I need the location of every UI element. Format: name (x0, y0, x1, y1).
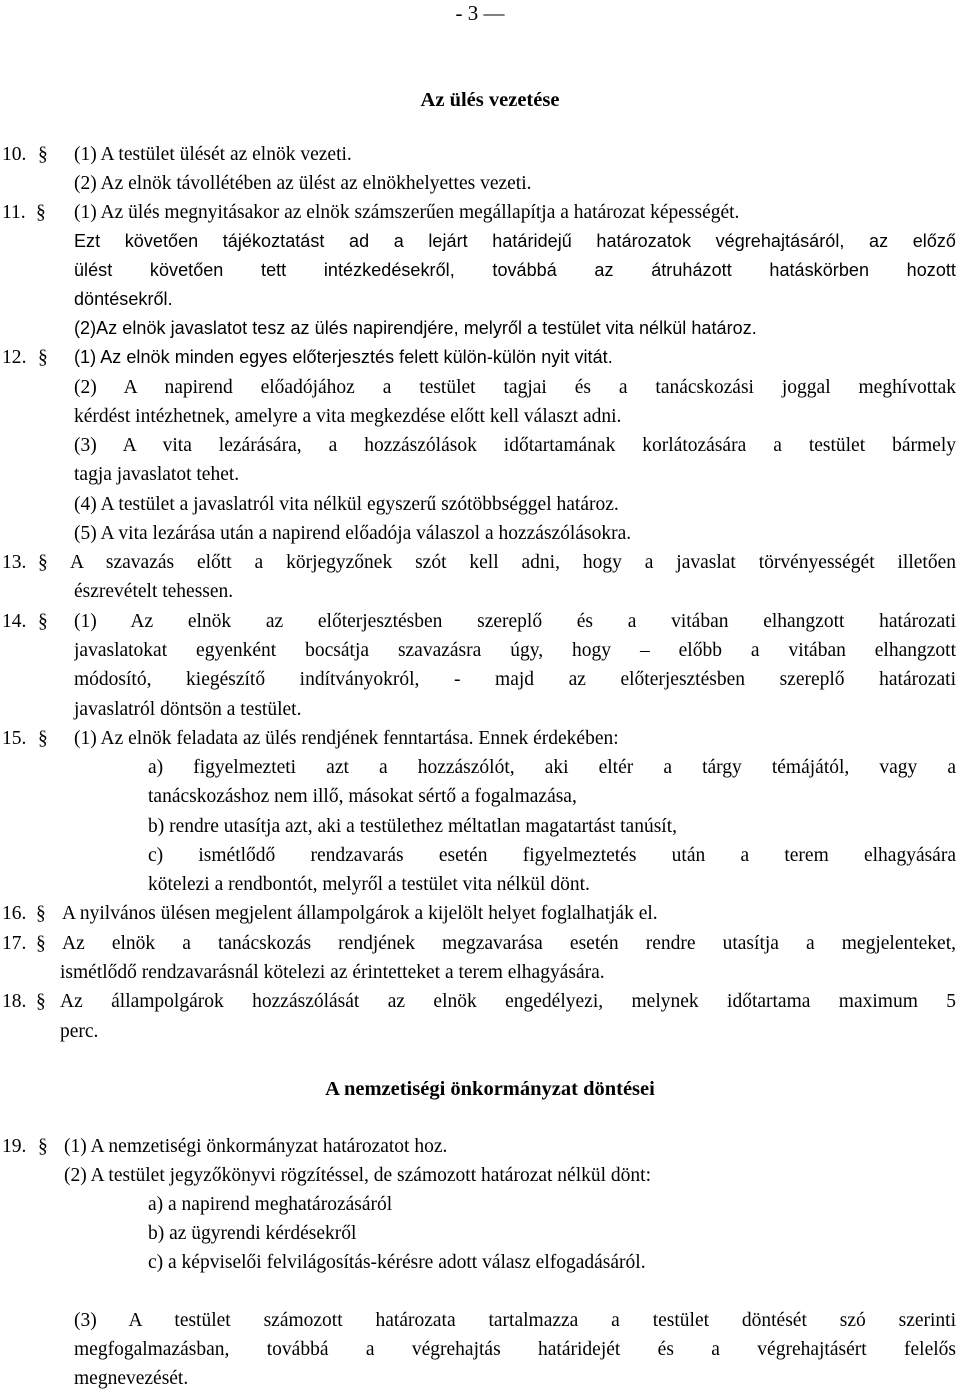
paragraph-number: 12. (2, 347, 27, 368)
paragraph-line (0, 198, 960, 227)
paragraph-text: b) az ügyrendi kérdésekről (148, 1223, 357, 1244)
paragraph-text: (1) Az elnök minden egyes előterjesztés felett külön-külön nyit vitát. (74, 347, 613, 367)
paragraph-text: (2) Az elnök távollétében az ülést az elnökhelyettes vezeti. (74, 173, 532, 194)
paragraph-text: ismétlődő rendzavarásnál kötelezi az érintetteket a terem elhagyására. (60, 962, 605, 983)
paragraph-line (0, 373, 960, 402)
paragraph-text: A nyilvános ülésen megjelent állampolgárok a kijelölt helyet foglalhatják el. (62, 903, 658, 924)
paragraph-line (0, 402, 960, 431)
paragraph-line (0, 812, 960, 841)
section-sign: § (38, 144, 48, 165)
paragraph-text: (5) A vita lezárása után a napirend előadója válaszol a hozzászólásokra. (74, 523, 632, 544)
section-sign: § (38, 552, 48, 573)
paragraph-line (0, 987, 960, 1016)
paragraph-line (0, 431, 960, 460)
paragraph-text: (2) A testület jegyzőkönyvi rögzítéssel, de számozott határozat nélkül dönt: (64, 1165, 652, 1186)
paragraph-number: 17. (2, 933, 27, 954)
paragraph-line (0, 227, 960, 256)
paragraph-line (0, 841, 960, 870)
section-sign: § (38, 347, 48, 368)
paragraph-line (0, 1335, 960, 1364)
paragraph-text: észrevételt tehessen. (74, 581, 234, 602)
paragraph-line (0, 343, 960, 372)
paragraph-text: döntésekről. (74, 289, 173, 309)
paragraph-number: 18. (2, 991, 27, 1012)
paragraph-line (0, 519, 960, 548)
paragraph-text: (4) A testület a javaslatról vita nélkül egyszerű szótöbbséggel határoz. (74, 494, 619, 515)
paragraph-line (0, 607, 960, 636)
paragraph-text: megnevezését. (74, 1368, 189, 1389)
paragraph-text: a) figyelmezteti azt a hozzászólót, aki eltér a tárgy témájától, vagy a (148, 757, 956, 778)
section-sign: § (38, 1136, 48, 1157)
paragraph-line (0, 870, 960, 899)
paragraph-text: Az elnök a tanácskozás rendjének megzavarása esetén rendre utasítja a megjelenteket, (62, 933, 956, 954)
section-heading-decisions: A nemzetiségi önkormányzat döntései (325, 1078, 655, 1100)
paragraph-text: (3) A testület számozott határozata tartalmazza a testület döntését szó szerinti (74, 1310, 956, 1331)
paragraph-text: (2)Az elnök javaslatot tesz az ülés napirendjére, melyről a testület vita nélkül határoz. (74, 318, 757, 338)
paragraph-line (0, 490, 960, 519)
paragraph-line (0, 753, 960, 782)
paragraph-line (0, 1364, 960, 1393)
paragraph-line (0, 314, 960, 343)
paragraph-text: A szavazás előtt a körjegyzőnek szót kell adni, hogy a javaslat törvényességét illetően (70, 552, 956, 573)
paragraph-text: b) rendre utasítja azt, aki a testülethez méltatlan magatartást tanúsít, (148, 816, 677, 837)
section-sign: § (36, 202, 46, 223)
paragraph-text: c) ismétlődő rendzavarás esetén figyelmeztetés után a terem elhagyására (148, 845, 956, 866)
paragraph-text: c) a képviselői felvilágosítás-kérésre adott válasz elfogadásáról. (148, 1252, 646, 1273)
paragraph-line (0, 577, 960, 606)
list-item (0, 1248, 960, 1277)
section-sign: § (36, 933, 46, 954)
paragraph-number: 13. (2, 552, 27, 573)
paragraph-line (0, 665, 960, 694)
paragraph-line (0, 256, 960, 285)
section-heading-meeting-chair: Az ülés vezetése (420, 89, 560, 111)
page-number: - 3 — (455, 1, 505, 25)
paragraph-text: javaslatokat egyenként bocsátja szavazásra úgy, hogy – előbb a vitában elhangzott (74, 640, 956, 661)
paragraph-line (0, 285, 960, 314)
paragraph-text: perc. (60, 1021, 99, 1042)
paragraph-text: kérdést intézhetnek, amelyre a vita megkezdése előtt kell választ adni. (74, 406, 622, 427)
paragraph-number: 11. (2, 202, 26, 223)
paragraph-text: (1) Az elnök feladata az ülés rendjének fenntartása. Ennek érdekében: (74, 728, 619, 749)
paragraph-text: (1) A testület ülését az elnök vezeti. (74, 144, 352, 165)
paragraph-line (0, 140, 960, 169)
paragraph-line (0, 1306, 960, 1335)
paragraph-text: Ezt követően tájékoztatást ad a lejárt határidejű határozatok végrehajtásáról, az előző (74, 231, 956, 251)
section-sign: § (38, 611, 48, 632)
section-sign: § (38, 728, 48, 749)
paragraph-text: (2) A napirend előadójához a testület tagjai és a tanácskozási joggal meghívottak (74, 377, 956, 398)
paragraph-text: (1) A nemzetiségi önkormányzat határozatot hoz. (64, 1136, 448, 1157)
list-item (0, 1190, 960, 1219)
paragraph-number: 15. (2, 728, 27, 749)
paragraph-text: megfogalmazásban, továbbá a végrehajtás határidejét és a végrehajtásért felelős (74, 1339, 956, 1360)
paragraph-line (0, 460, 960, 489)
paragraph-number: 19. (2, 1136, 27, 1157)
paragraph-text: ülést követően tett intézkedésekről, továbbá az átruházott hatáskörben hozott (74, 260, 956, 280)
paragraph-text: (1) Az ülés megnyitásakor az elnök számszerűen megállapítja a határozat képességét. (74, 202, 740, 223)
section-sign: § (36, 991, 46, 1012)
paragraph-text: (1) Az elnök az előterjesztésben szereplő és a vitában elhangzott határozati (74, 611, 956, 632)
section-sign: § (36, 903, 46, 924)
paragraph-line (0, 929, 960, 958)
paragraph-text: módosító, kiegészítő indítványokról, - majd az előterjesztésben szereplő határozati (74, 669, 956, 690)
paragraph-text: a) a napirend meghatározásáról (148, 1194, 393, 1215)
paragraph-text: (3) A vita lezárására, a hozzászólások időtartamának korlátozására a testület bármely (74, 435, 956, 456)
paragraph-text: tanácskozáshoz nem illő, másokat sértő a fogalmazása, (148, 786, 577, 807)
paragraph-text: Az állampolgárok hozzászólását az elnök engedélyezi, melynek időtartama maximum 5 (60, 991, 956, 1012)
paragraph-line (0, 1017, 960, 1046)
paragraph-number: 14. (2, 611, 27, 632)
paragraph-line (0, 169, 960, 198)
paragraph-line (0, 782, 960, 811)
paragraph-line (0, 1161, 960, 1190)
list-item (0, 1219, 960, 1248)
paragraph-line (0, 1132, 960, 1161)
paragraph-line (0, 958, 960, 987)
paragraph-line (0, 899, 960, 928)
paragraph-text: tagja javaslatot tehet. (74, 464, 240, 485)
paragraph-text: kötelezi a rendbontót, melyről a testület vita nélkül dönt. (148, 874, 590, 895)
paragraph-text: javaslatról döntsön a testület. (74, 699, 302, 720)
paragraph-number: 10. (2, 144, 27, 165)
paragraph-line (0, 548, 960, 577)
paragraph-line (0, 695, 960, 724)
paragraph-line (0, 724, 960, 753)
paragraph-number: 16. (2, 903, 27, 924)
paragraph-line (0, 636, 960, 665)
